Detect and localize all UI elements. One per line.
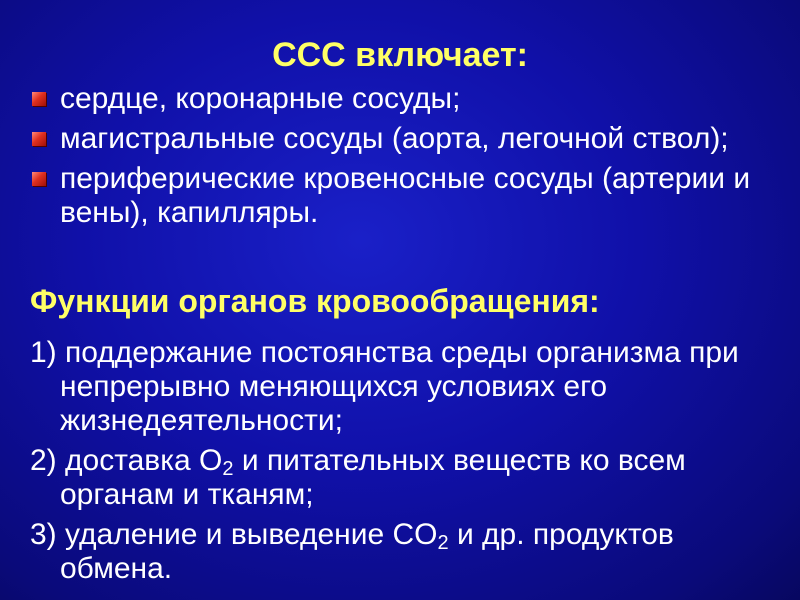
bullet-text: магистральные сосуды (аорта, легочной ствол); <box>60 122 729 155</box>
function-item-3 <box>30 518 780 586</box>
function-text: и питательных веществ ко всем органам и тканям; <box>60 444 686 511</box>
bullet-text: периферические кровеносные сосуды (артерии и вены), капилляры. <box>60 162 751 229</box>
bullet-item <box>30 162 780 230</box>
section-heading: Функции органов кровообращения: <box>30 283 600 319</box>
function-list <box>30 336 780 592</box>
subscript: 2 <box>222 458 234 480</box>
bullet-item <box>30 122 780 156</box>
subscript: 2 <box>437 532 449 554</box>
function-text: и др. продуктов обмена. <box>60 518 674 585</box>
bullet-list <box>30 82 780 236</box>
function-item-2 <box>30 444 780 512</box>
square-bullet-icon <box>32 92 46 106</box>
function-text: 3) удаление и выведение CO <box>30 518 438 551</box>
bullet-item <box>30 82 780 116</box>
function-item-1: 1) поддержание постоянства среды организма при непрерывно меняющихся условиях его жизнедеятельности; <box>30 336 739 437</box>
square-bullet-icon <box>32 172 46 186</box>
bullet-text: сердце, коронарные сосуды; <box>60 82 461 115</box>
slide-title: ССС включает: <box>272 36 528 74</box>
function-text: 2) доставка O <box>30 444 223 477</box>
square-bullet-icon <box>32 132 46 146</box>
